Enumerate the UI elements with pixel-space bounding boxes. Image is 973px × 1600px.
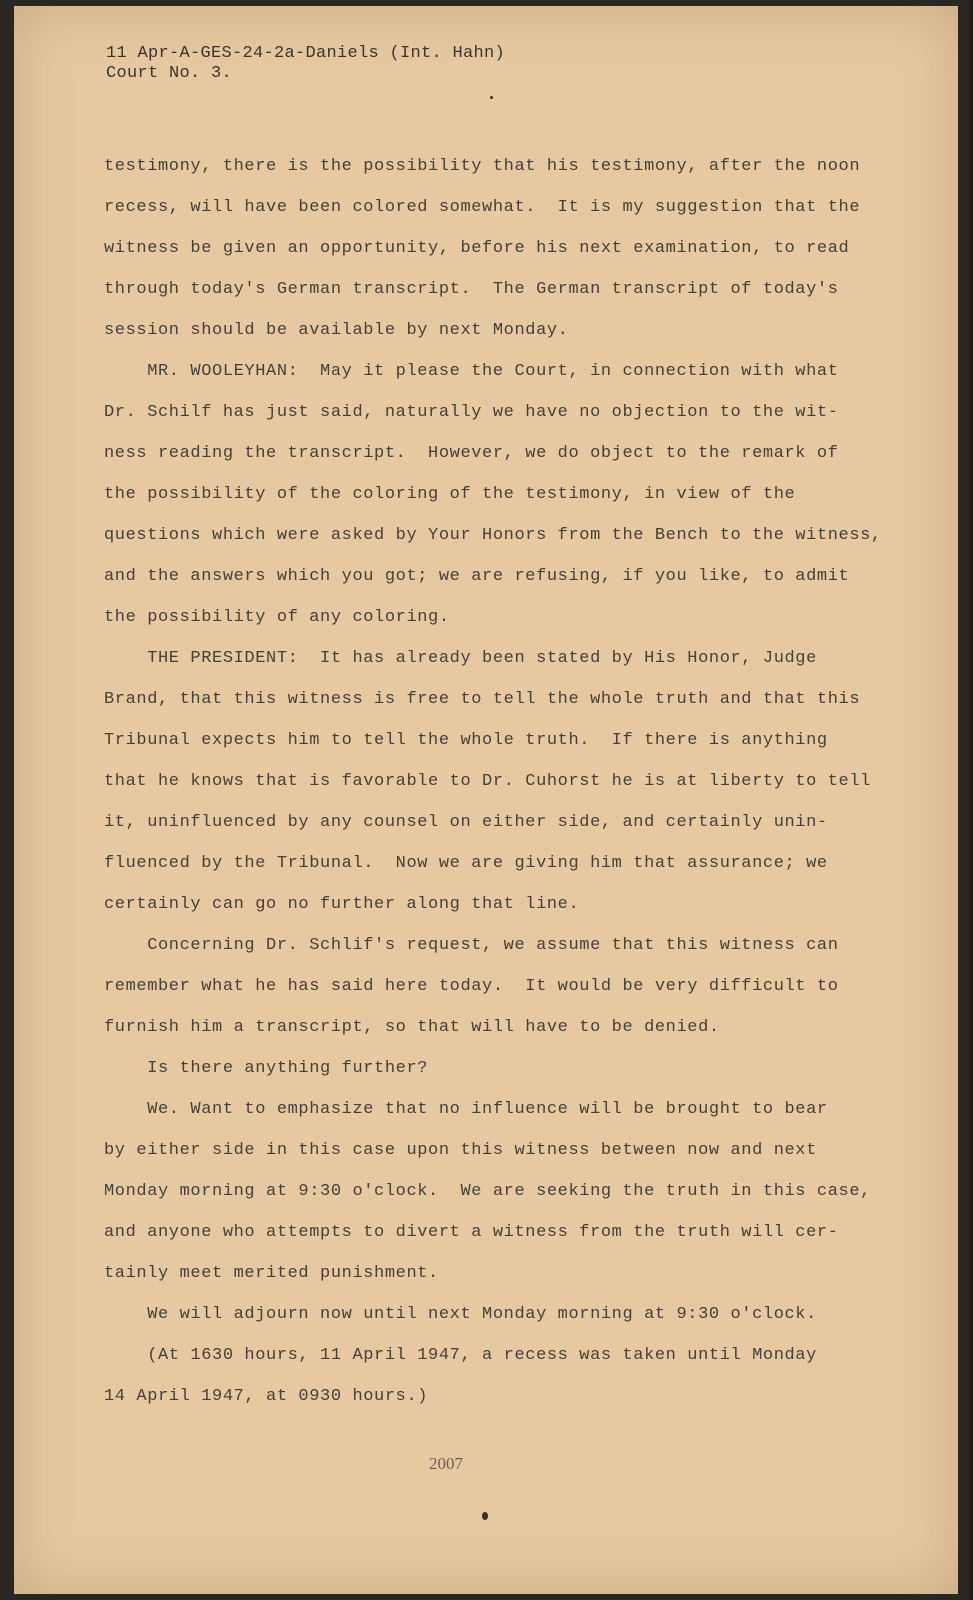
text-line: We will adjourn now until next Monday morning at 9:30 o'clock. [104,1305,817,1324]
ink-speck [482,1512,488,1520]
text-line: MR. WOOLEYHAN: May it please the Court, in connection with what [104,362,839,381]
text-line: by either side in this case upon this witness between now and next [104,1141,817,1160]
text-line: Brand, that this witness is free to tell the whole truth and that this [104,690,861,709]
text-line: recess, will have been colored somewhat. It is my suggestion that the [104,198,861,217]
text-line: the possibility of the coloring of the testimony, in view of the [104,485,796,504]
text-line: questions which were asked by Your Honors from the Bench to the witness, [104,526,882,545]
page-edge-shadow [969,0,973,1600]
text-line: certainly can go no further along that line. [104,895,580,914]
text-line: through today's German transcript. The German transcript of today's [104,280,839,299]
text-line: tainly meet merited punishment. [104,1264,439,1283]
text-line: Tribunal expects him to tell the whole truth. If there is anything [104,731,828,750]
text-line: ness reading the transcript. However, we do object to the remark of [104,444,839,463]
document-page [14,6,958,1594]
text-line: Is there anything further? [104,1059,429,1078]
text-line: it, uninfluenced by any counsel on either side, and certainly unin- [104,813,828,832]
text-line: that he knows that is favorable to Dr. Cuhorst he is at liberty to tell [104,772,871,791]
text-line: witness be given an opportunity, before his next examination, to read [104,239,850,258]
text-line: Monday morning at 9:30 o'clock. We are seeking the truth in this case, [104,1182,871,1201]
header-reference: 11 Apr-A-GES-24-2a-Daniels (Int. Hahn) [106,44,506,63]
text-line: remember what he has said here today. It would be very difficult to [104,977,839,996]
text-line: Dr. Schilf has just said, naturally we have no objection to the wit- [104,403,839,422]
text-line: furnish him a transcript, so that will have to be denied. [104,1018,720,1037]
document-header [106,44,505,84]
text-line: testimony, there is the possibility that his testimony, after the noon [104,157,861,176]
text-line: fluenced by the Tribunal. Now we are giving him that assurance; we [104,854,828,873]
text-line: 14 April 1947, at 0930 hours.) [104,1387,429,1406]
page-number: 2007 [429,1454,463,1473]
text-line: (At 1630 hours, 11 April 1947, a recess was taken until Monday [104,1346,817,1365]
text-line: and anyone who attempts to divert a witness from the truth will cer- [104,1223,839,1242]
ink-speck [490,96,493,99]
text-line: Concerning Dr. Schlif's request, we assume that this witness can [104,936,839,955]
transcript-body [104,146,882,1417]
header-court: Court No. 3. [106,64,233,83]
text-line: session should be available by next Monday. [104,321,569,340]
text-line: We. Want to emphasize that no influence will be brought to bear [104,1100,828,1119]
text-line: the possibility of any coloring. [104,608,450,627]
text-line: THE PRESIDENT: It has already been stated by His Honor, Judge [104,649,817,668]
text-line: and the answers which you got; we are refusing, if you like, to admit [104,567,850,586]
